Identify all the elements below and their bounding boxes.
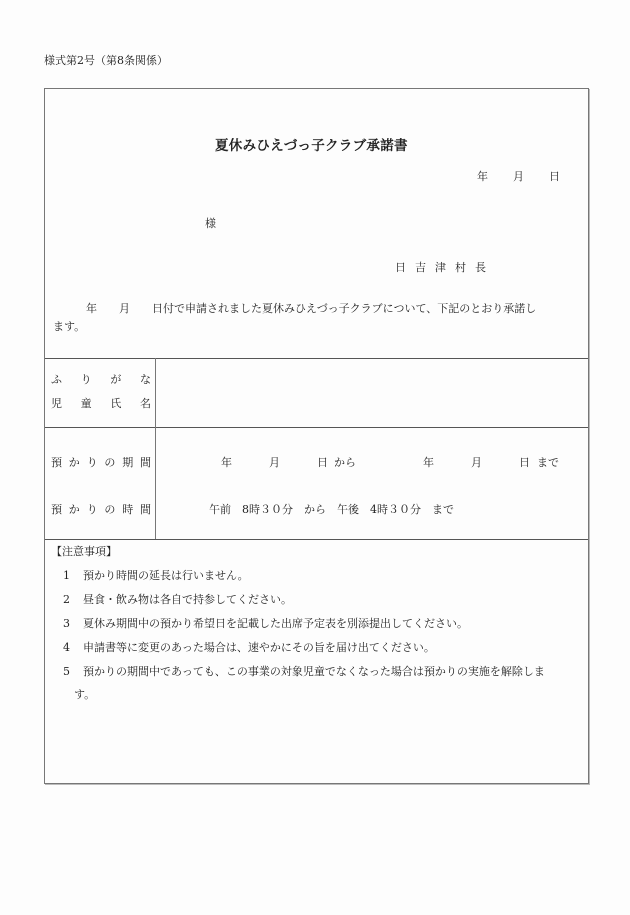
divider [45,539,588,540]
notes-title: 【注意事項】 [51,545,117,558]
approval-form-frame: 夏休みひえづっ子クラブ承諾書 年 月 日 様 日吉津村長 年 月 日付で申請されました夏休みひえづっ子クラブについて、下記のとおり承諾し ます。 ふ り が な 児 童 氏 名 預 か り の 期 間 年 月 日 から 年 月 日 まで 預 か り の 時 間 午前 8時３０分 から 午後 4時３０分 まで 【注意事項】 1 預かり時間の延長は行いません。 2 昼食・飲み物は各自で持参してください。 3 夏休み期間中の預かり希望日を記載した出席予定表を別添提出してください。 4 申請書等に変更のあった場合は、速やかにその旨を届け出てください。 5 預かりの期間中であっても、この事業の対象児童でなくなった場合は預かりの実施を解除しま す。 [44,88,589,784]
note-item: 4 申請書等に変更のあった場合は、速やかにその旨を届け出てください。 [63,641,435,654]
note-item: 3 夏休み期間中の預かり希望日を記載した出席予定表を別添提出してください。 [63,617,468,630]
date-day-label: 日 [549,170,560,183]
addressee-suffix: 様 [205,217,216,230]
divider [45,427,588,428]
time-label: 預 か り の 時 間 [51,503,151,516]
approval-body-line2: ます。 [53,320,86,333]
note-item: 5 預かりの期間中であっても、この事業の対象児童でなくなった場合は預かりの実施を解除しま [63,665,545,678]
note-item: 2 昼食・飲み物は各自で持参してください。 [63,593,292,606]
document-title: 夏休みひえづっ子クラブ承諾書 [215,138,408,154]
note-item-continuation: す。 [74,688,96,701]
note-item: 1 預かり時間の延長は行いません。 [63,569,249,582]
period-label: 預 か り の 期 間 [51,456,151,469]
child-name-label: 児 童 氏 名 [51,397,151,410]
date-year-label: 年 [477,170,488,183]
child-name-field[interactable] [157,359,587,426]
time-value: 午前 8時３０分 から 午後 4時３０分 まで [209,503,454,516]
date-month-label: 月 [513,170,524,183]
issuer-name: 日吉津村長 [395,261,495,274]
furigana-label: ふ り が な [51,373,151,386]
form-number: 様式第2号（第8条関係） [44,54,168,67]
label-column-divider [155,358,156,539]
approval-body-line1: 年 月 日付で申請されました夏休みひえづっ子クラブについて、下記のとおり承諾し [53,302,537,315]
